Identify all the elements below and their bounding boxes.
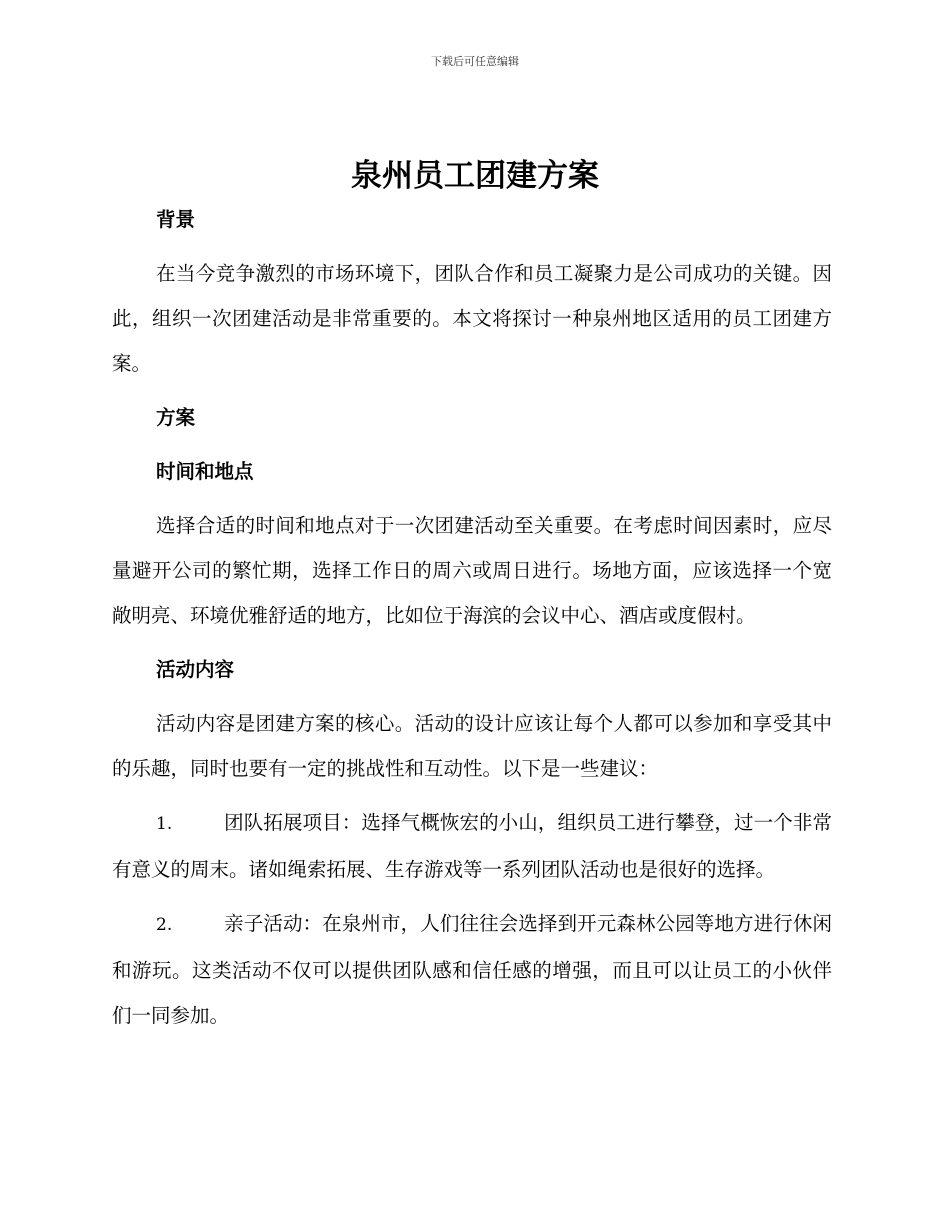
section-heading-time-place: 时间和地点 [156,460,254,483]
list-item [112,901,832,1038]
paragraph-time-place: 选择合适的时间和地点对于一次团建活动至关重要。在考虑时间因素时，应尽量避开公司的繁忙期，选择工作日的周六或周日进行。场地方面，应该选择一个宽敞明亮、环境优雅舒适的地方，比如位于海滨的会议中心、酒店或度假村。 [112,514,832,627]
list-item-text: 亲子活动：在泉州市，人们往往会选择到开元森林公园等地方进行休闲和游玩。这类活动不仅可以提供团队感和信任感的增强，而且可以让员工的小伙伴们一同参加。 [112,912,832,1027]
document-title: 泉州员工团建方案 [351,158,599,194]
section-heading-plan: 方案 [156,406,196,429]
list-item-number: 1. [156,814,173,834]
section-heading-background: 背景 [156,208,196,231]
paragraph-activities: 活动内容是团建方案的核心。活动的设计应该让每个人都可以参加和享受其中的乐趣，同时也要有一定的挑战性和互动性。以下是一些建议： [112,712,832,780]
paragraph-background: 在当今竞争激烈的市场环境下，团队合作和员工凝聚力是公司成功的关键。因此，组织一次团建活动是非常重要的。本文将探讨一种泉州地区适用的员工团建方案。 [112,262,832,375]
section-heading-activities: 活动内容 [156,658,235,681]
document-body [112,197,832,1038]
list-item-number: 2. [156,915,173,935]
list-item-text: 团队拓展项目：选择气概恢宏的小山，组织员工进行攀登，过一个非常有意义的周末。诸如绳索拓展、生存游戏等一系列团队活动也是很好的选择。 [112,811,832,881]
list-item [112,800,832,892]
page-header: 下载后可任意编辑 [431,55,519,68]
